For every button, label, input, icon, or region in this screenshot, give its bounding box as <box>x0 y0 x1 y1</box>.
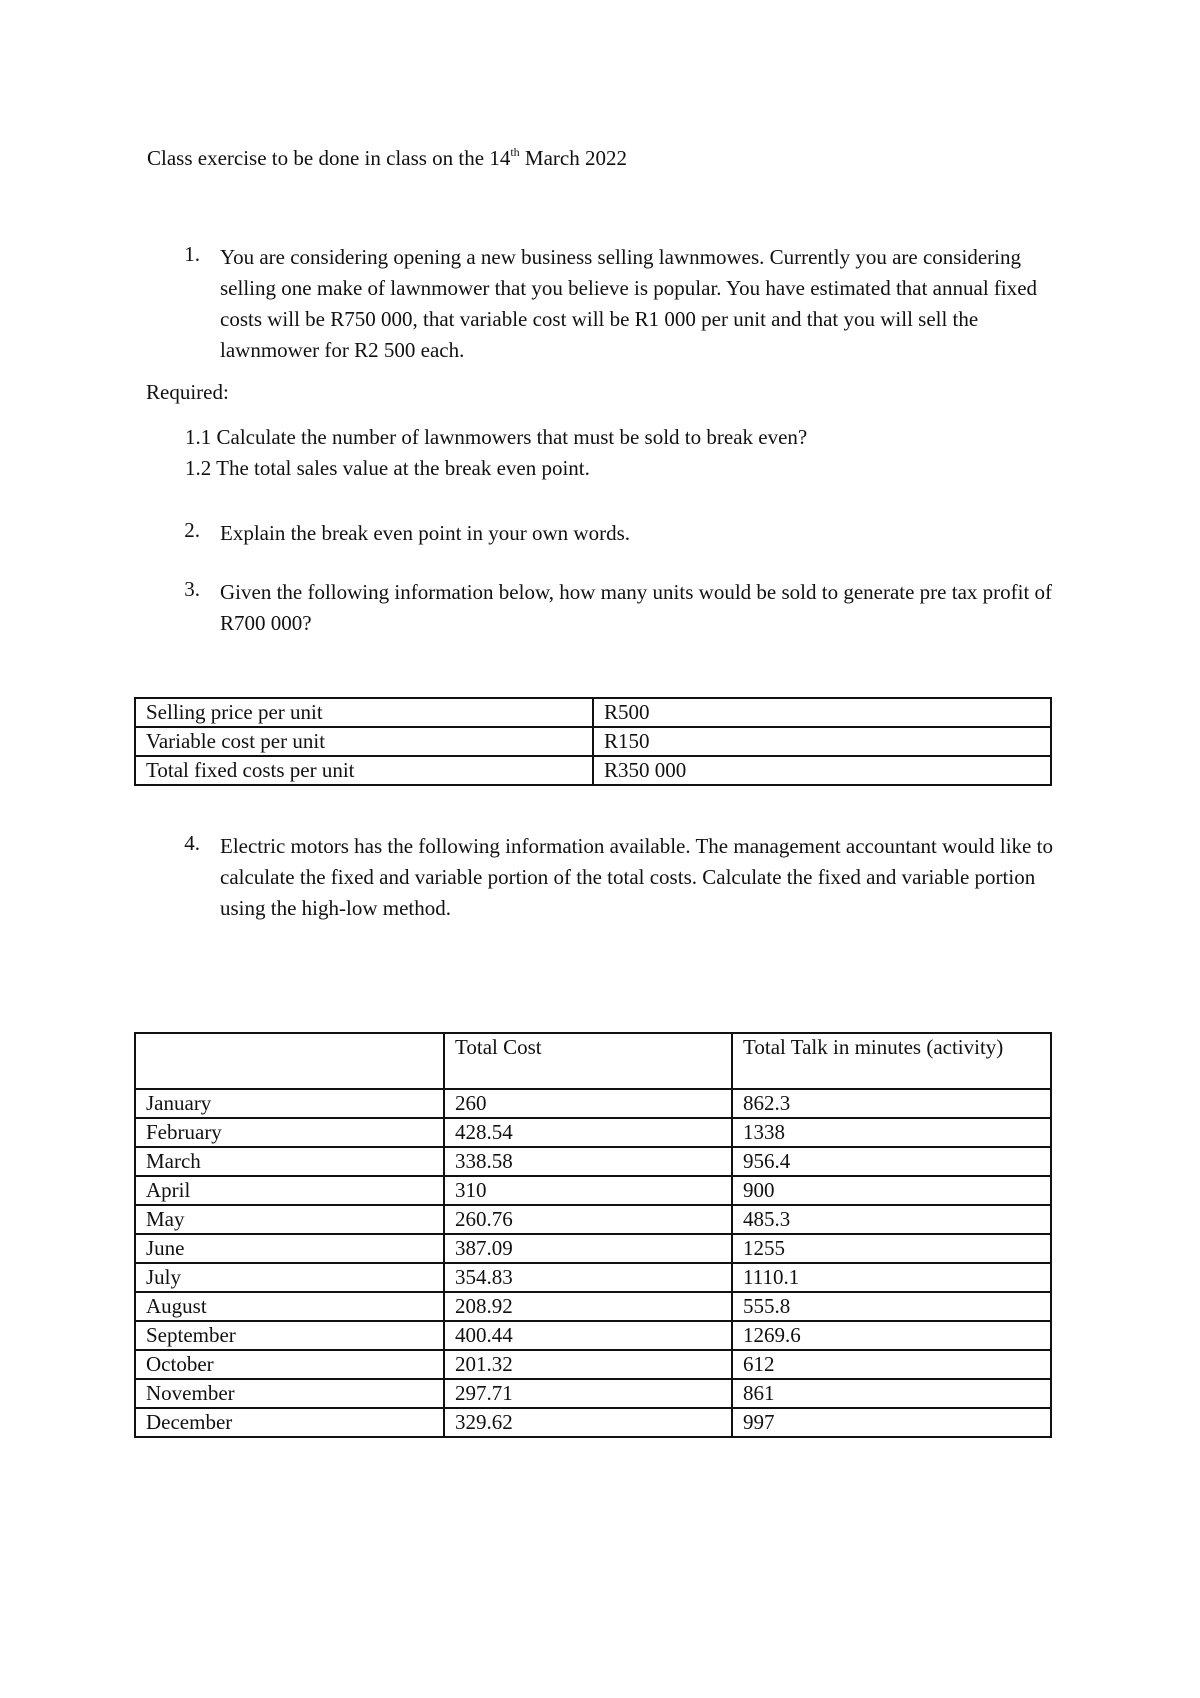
table-cell: R500 <box>593 698 1051 727</box>
table-row <box>135 1147 1051 1176</box>
table-cell: April <box>135 1176 444 1205</box>
question-1-text: You are considering opening a new business selling lawnmowes. Currently you are considering selling one make of lawnmower that you believe is popular. You have estimated that annual fixed costs will be R750 000, that variable cost will be R1 000 per unit and that you will sell the lawnmower for R2 500 each. <box>220 245 1038 362</box>
table-cell: 1110.1 <box>732 1263 1051 1292</box>
table-cell: 612 <box>732 1350 1051 1379</box>
table-row <box>135 1205 1051 1234</box>
table-cell: 861 <box>732 1379 1051 1408</box>
table-cell: August <box>135 1292 444 1321</box>
table-row <box>135 1118 1051 1147</box>
table-row <box>135 1234 1051 1263</box>
table-cell: Selling price per unit <box>135 698 593 727</box>
table-row <box>135 698 1051 727</box>
table-cell: Variable cost per unit <box>135 727 593 756</box>
table-cell: 1255 <box>732 1234 1051 1263</box>
table-header-cell <box>135 1033 444 1089</box>
table-cell: July <box>135 1263 444 1292</box>
table-cell: 338.58 <box>444 1147 732 1176</box>
table-row <box>135 1292 1051 1321</box>
table-cell: June <box>135 1234 444 1263</box>
table-header-cell: Total Cost <box>444 1033 732 1089</box>
table-cell: 354.83 <box>444 1263 732 1292</box>
monthly-cost-table <box>134 1032 1052 1438</box>
table-cell: 956.4 <box>732 1147 1051 1176</box>
table-cell: 387.09 <box>444 1234 732 1263</box>
table-cell: December <box>135 1408 444 1437</box>
table-cell: January <box>135 1089 444 1118</box>
table-cell: May <box>135 1205 444 1234</box>
required-label: Required: <box>146 380 229 404</box>
table-cell: 428.54 <box>444 1118 732 1147</box>
table-cell: 260 <box>444 1089 732 1118</box>
table-row <box>135 756 1051 785</box>
table-cell: 485.3 <box>732 1205 1051 1234</box>
table-header-cell: Total Talk in minutes (activity) <box>732 1033 1051 1089</box>
question-3-text: Given the following information below, how many units would be sold to generate pre tax profit of R700 000? <box>220 580 1053 635</box>
table-cell: October <box>135 1350 444 1379</box>
table-cell: 900 <box>732 1176 1051 1205</box>
table-cell: R150 <box>593 727 1051 756</box>
table-cell: 297.71 <box>444 1379 732 1408</box>
table-row <box>135 727 1051 756</box>
table-header-row <box>135 1033 1051 1089</box>
table-row <box>135 1350 1051 1379</box>
table-row <box>135 1408 1051 1437</box>
table-cell: 329.62 <box>444 1408 732 1437</box>
table-row <box>135 1089 1051 1118</box>
table-cell: 201.32 <box>444 1350 732 1379</box>
table-cell: 997 <box>732 1408 1051 1437</box>
sub-question-1-1: 1.1 Calculate the number of lawnmowers that must be sold to break even? <box>185 425 808 449</box>
table-row <box>135 1379 1051 1408</box>
table-cell: 310 <box>444 1176 732 1205</box>
table-row <box>135 1321 1051 1350</box>
table-cell: 208.92 <box>444 1292 732 1321</box>
question-2-text: Explain the break even point in your own words. <box>220 521 630 545</box>
question-4-number: 4. <box>184 831 200 855</box>
question-1-number: 1. <box>184 242 200 266</box>
table-cell: February <box>135 1118 444 1147</box>
question-4-text: Electric motors has the following information available. The management accountant would like to calculate the fixed and variable portion of the total costs. Calculate the fixed and variable portion using the high-low method. <box>220 834 1053 920</box>
table-cell: November <box>135 1379 444 1408</box>
table-row <box>135 1176 1051 1205</box>
table-cell: March <box>135 1147 444 1176</box>
table-cell: Total fixed costs per unit <box>135 756 593 785</box>
table-cell: September <box>135 1321 444 1350</box>
table-cell: 555.8 <box>732 1292 1051 1321</box>
table-cell: 400.44 <box>444 1321 732 1350</box>
table-cell: 260.76 <box>444 1205 732 1234</box>
question-2-number: 2. <box>184 518 200 542</box>
sub-question-1-2: 1.2 The total sales value at the break even point. <box>185 456 590 480</box>
table-row <box>135 1263 1051 1292</box>
table-cell: 1338 <box>732 1118 1051 1147</box>
cost-info-table <box>134 697 1052 786</box>
table-cell: 1269.6 <box>732 1321 1051 1350</box>
page-title: Class exercise to be done in class on the 14th March 2022 <box>147 145 627 170</box>
question-3-number: 3. <box>184 577 200 601</box>
table-cell: R350 000 <box>593 756 1051 785</box>
table-cell: 862.3 <box>732 1089 1051 1118</box>
